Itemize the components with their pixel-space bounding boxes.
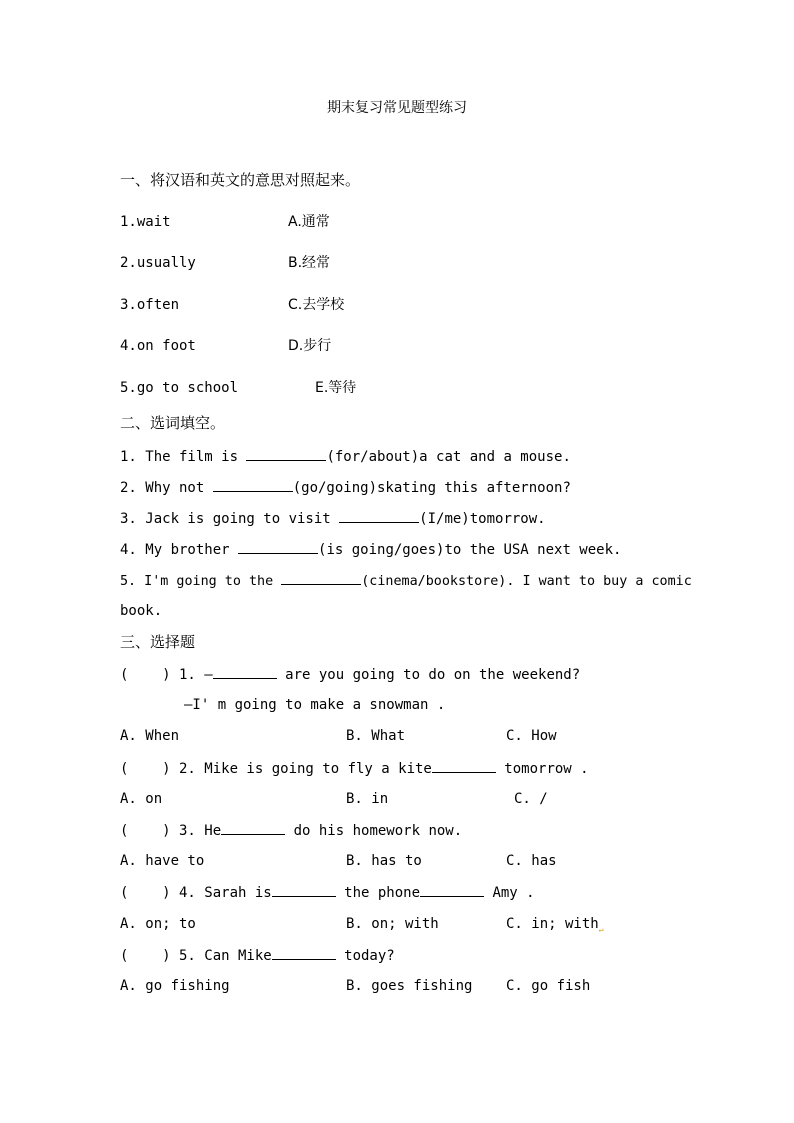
fill-item-4-post: (is going/goes)to the USA next week. (318, 542, 622, 558)
fill-item-3 (120, 508, 546, 529)
mc-q4-blank-2[interactable] (420, 882, 484, 897)
match-right-1: A.通常 (288, 214, 330, 230)
mc-q4-mid: the phone (335, 885, 421, 901)
fill-item-2 (120, 477, 571, 498)
mc-q1-option-c[interactable]: C. How (506, 728, 557, 744)
fill-item-4-pre: 4. My brother (120, 542, 239, 558)
mc-q5-option-c[interactable]: C. go fish (506, 978, 591, 994)
section2-heading: 二、选词填空。 (120, 414, 226, 432)
match-left-3: 3.often (120, 297, 180, 313)
fill-blank-4[interactable] (238, 539, 318, 554)
mc-q2-blank[interactable] (432, 758, 496, 773)
match-right-2: B.经常 (288, 255, 331, 271)
fill-item-2-pre: 2. Why not (120, 480, 213, 496)
mc-question-3 (120, 820, 462, 841)
mc-q3-pre: ( ) 3. He (120, 823, 222, 839)
mc-q4-option-c-label: C. in; with (506, 916, 599, 932)
mc-q2-option-c[interactable]: C. / (514, 791, 548, 807)
mc-q4-option-a[interactable]: A. on; to (120, 916, 196, 932)
fill-item-4 (120, 539, 621, 560)
mc-q4-option-c[interactable] (506, 914, 604, 940)
mc-q4-blank-1[interactable] (272, 882, 336, 897)
mc-q4-option-b[interactable]: B. on; with (346, 916, 439, 932)
fill-item-1-post: (for/about)a cat and a mouse. (326, 449, 571, 465)
mc-q1-blank[interactable] (213, 664, 277, 679)
fill-item-1 (120, 446, 571, 467)
fill-item-2-post: (go/going)skating this afternoon? (292, 480, 571, 496)
mc-q1-post: are you going to do on the weekend? (276, 667, 581, 683)
match-left-1: 1.wait (120, 214, 171, 230)
mc-q3-option-a[interactable]: A. have to (120, 853, 205, 869)
mc-q3-blank[interactable] (221, 820, 285, 835)
mc-q1-option-a[interactable]: A. When (120, 728, 180, 744)
mc-q2-option-a[interactable]: A. on (120, 791, 163, 807)
mc-q1-answer-line: —I' m going to make a snowman . (184, 697, 446, 713)
mc-q3-option-b[interactable]: B. has to (346, 853, 422, 869)
mc-q2-option-b[interactable]: B. in (346, 791, 389, 807)
mc-question-1 (120, 664, 580, 685)
fill-item-3-post: (I/me)tomorrow. (419, 511, 546, 527)
mc-question-2 (120, 758, 589, 779)
mc-q2-post: tomorrow . (495, 761, 589, 777)
match-right-3: C.去学校 (288, 297, 345, 313)
fill-item-1-pre: 1. The film is (120, 449, 247, 465)
paragraph-mark-icon: ↵ (598, 924, 604, 934)
fill-item-5 (120, 570, 692, 592)
fill-blank-3[interactable] (339, 508, 419, 523)
mc-q5-post: today? (335, 948, 395, 964)
mc-q2-pre: ( ) 2. Mike is going to fly a kite (120, 761, 432, 777)
match-left-5: 5.go to school (120, 380, 239, 396)
mc-q3-post: do his homework now. (285, 823, 463, 839)
match-left-4: 4.on foot (120, 338, 196, 354)
mc-q5-option-a[interactable]: A. go fishing (120, 978, 230, 994)
page-title: 期末复习常见题型练习 (327, 100, 467, 116)
fill-blank-5[interactable] (281, 570, 361, 585)
mc-q1-pre: ( ) 1. — (120, 667, 213, 683)
mc-q5-option-b[interactable]: B. goes fishing (346, 978, 473, 994)
section1-heading: 一、将汉语和英文的意思对照起来。 (120, 171, 361, 189)
mc-q4-post: Amy . (484, 885, 535, 901)
match-right-4: D.步行 (288, 338, 332, 354)
mc-q5-pre: ( ) 5. Can Mike (120, 948, 272, 964)
mc-q1-option-b[interactable]: B. What (346, 728, 406, 744)
mc-question-5 (120, 945, 395, 966)
mc-q3-option-c[interactable]: C. has (506, 853, 557, 869)
fill-blank-1[interactable] (246, 446, 326, 461)
mc-question-4 (120, 882, 535, 903)
match-left-2: 2.usually (120, 255, 196, 271)
fill-item-3-pre: 3. Jack is going to visit (120, 511, 340, 527)
match-right-5: E.等待 (315, 380, 357, 396)
fill-item-5-pre: 5. I'm going to the (120, 574, 282, 589)
section3-heading: 三、选择题 (120, 633, 196, 651)
mc-q4-pre: ( ) 4. Sarah is (120, 885, 272, 901)
mc-q5-blank[interactable] (272, 945, 336, 960)
fill-item-5-continued: book. (120, 603, 163, 619)
fill-blank-2[interactable] (213, 477, 293, 492)
fill-item-5-post: (cinema/bookstore). I want to buy a comic (361, 574, 692, 589)
